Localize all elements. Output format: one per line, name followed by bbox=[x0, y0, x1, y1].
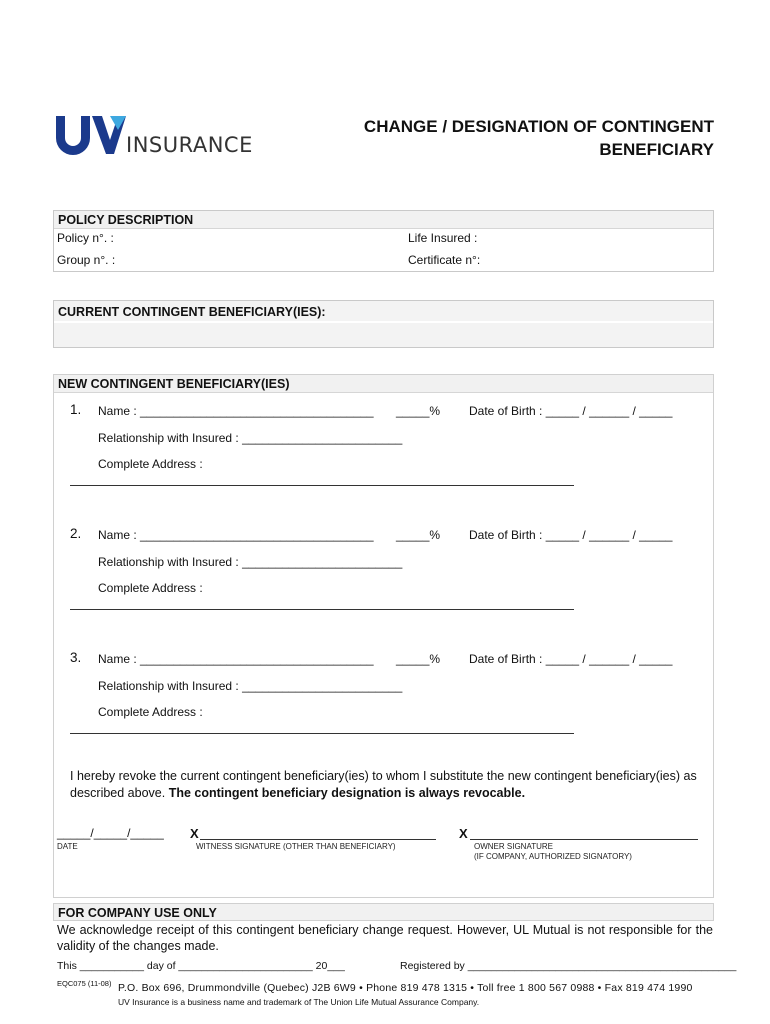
witness-caption: WITNESS SIGNATURE (OTHER THAN BENEFICIARY) bbox=[196, 842, 396, 851]
beneficiary-address-label: Complete Address : bbox=[98, 705, 203, 719]
uv-logo-mark bbox=[54, 114, 128, 156]
beneficiary-address-line[interactable] bbox=[70, 609, 574, 610]
beneficiary-name-field[interactable]: Name : ___________________________________ bbox=[98, 652, 374, 666]
footer-trademark: UV Insurance is a business name and trademark of The Union Life Mutual Assurance Company. bbox=[118, 997, 480, 1007]
receipt-date-field[interactable]: This ___________ day of _______________________ 20___ bbox=[57, 960, 345, 972]
form-title-line1: CHANGE / DESIGNATION OF CONTINGENT bbox=[363, 117, 714, 136]
company-logo bbox=[54, 114, 254, 164]
beneficiary-percent-field[interactable]: _____% bbox=[396, 404, 441, 418]
date-caption: DATE bbox=[57, 842, 78, 851]
logo-wordmark: INSURANCE bbox=[126, 133, 253, 157]
new-beneficiaries-heading: NEW CONTINGENT BENEFICIARY(IES) bbox=[54, 375, 713, 393]
registered-by-field[interactable]: Registered by ______________________________________________ bbox=[400, 960, 737, 972]
revocation-bold-text: The contingent beneficiary designation is always revocable. bbox=[168, 786, 526, 800]
beneficiary-dob-field[interactable]: Date of Birth : _____ / ______ / _____ bbox=[469, 528, 673, 542]
witness-x-mark: X bbox=[190, 826, 199, 841]
certificate-number-field[interactable]: Certificate n°: bbox=[408, 253, 481, 267]
beneficiary-address-line[interactable] bbox=[70, 485, 574, 486]
beneficiary-number: 1. bbox=[70, 402, 82, 417]
owner-x-mark: X bbox=[459, 826, 468, 841]
beneficiary-number: 2. bbox=[70, 526, 82, 541]
witness-signature-line[interactable] bbox=[200, 839, 436, 840]
beneficiary-percent-field[interactable]: _____% bbox=[396, 528, 441, 542]
beneficiary-relationship-field[interactable]: Relationship with Insured : ________________________ bbox=[98, 679, 403, 693]
owner-signature-line[interactable] bbox=[470, 839, 698, 840]
form-title-line2: BENEFICIARY bbox=[599, 140, 714, 159]
owner-caption: OWNER SIGNATURE bbox=[474, 842, 553, 851]
acknowledgement-text: We acknowledge receipt of this contingent beneficiary change request. However, UL Mutual is not responsible for the validity of the changes made. bbox=[57, 923, 713, 953]
beneficiary-address-line[interactable] bbox=[70, 733, 574, 734]
group-number-field[interactable]: Group n°. : bbox=[57, 253, 116, 267]
current-beneficiary-section bbox=[53, 300, 714, 348]
policy-description-heading: POLICY DESCRIPTION bbox=[54, 211, 713, 229]
beneficiary-relationship-field[interactable]: Relationship with Insured : ________________________ bbox=[98, 555, 403, 569]
policy-number-field[interactable]: Policy n°. : bbox=[57, 231, 114, 245]
beneficiary-name-field[interactable]: Name : ___________________________________ bbox=[98, 404, 374, 418]
company-use-heading: FOR COMPANY USE ONLY bbox=[53, 903, 714, 921]
revocation-text: I hereby revoke the current contingent beneficiary(ies) to whom I substitute the new contingent beneficiary(ies) as described above. bbox=[70, 769, 697, 800]
beneficiary-dob-field[interactable]: Date of Birth : _____ / ______ / _____ bbox=[469, 404, 673, 418]
revocation-statement bbox=[70, 768, 710, 802]
document-number: EQC075 (11-08) bbox=[57, 979, 112, 988]
beneficiary-name-field[interactable]: Name : ___________________________________ bbox=[98, 528, 374, 542]
beneficiary-number: 3. bbox=[70, 650, 82, 665]
company-use-section bbox=[53, 903, 714, 921]
beneficiary-address-label: Complete Address : bbox=[98, 581, 203, 595]
beneficiary-address-label: Complete Address : bbox=[98, 457, 203, 471]
beneficiary-relationship-field[interactable]: Relationship with Insured : ________________________ bbox=[98, 431, 403, 445]
date-signature-field[interactable]: _____/_____/_____ bbox=[57, 826, 164, 840]
policy-description-section bbox=[53, 210, 714, 272]
current-beneficiary-field[interactable] bbox=[54, 323, 713, 347]
current-beneficiary-heading: CURRENT CONTINGENT BENEFICIARY(IES): bbox=[54, 301, 713, 321]
footer-address: P.O. Box 696, Drummondville (Quebec) J2B 6W9 • Phone 819 478 1315 • Toll free 1 800 567 0988 • Fax 819 474 1990 bbox=[118, 982, 693, 994]
form-title bbox=[294, 115, 714, 161]
life-insured-field[interactable]: Life Insured : bbox=[408, 231, 478, 245]
owner-sub-caption: (IF COMPANY, AUTHORIZED SIGNATORY) bbox=[474, 852, 632, 861]
beneficiary-dob-field[interactable]: Date of Birth : _____ / ______ / _____ bbox=[469, 652, 673, 666]
new-beneficiaries-section bbox=[53, 374, 714, 898]
beneficiary-percent-field[interactable]: _____% bbox=[396, 652, 441, 666]
